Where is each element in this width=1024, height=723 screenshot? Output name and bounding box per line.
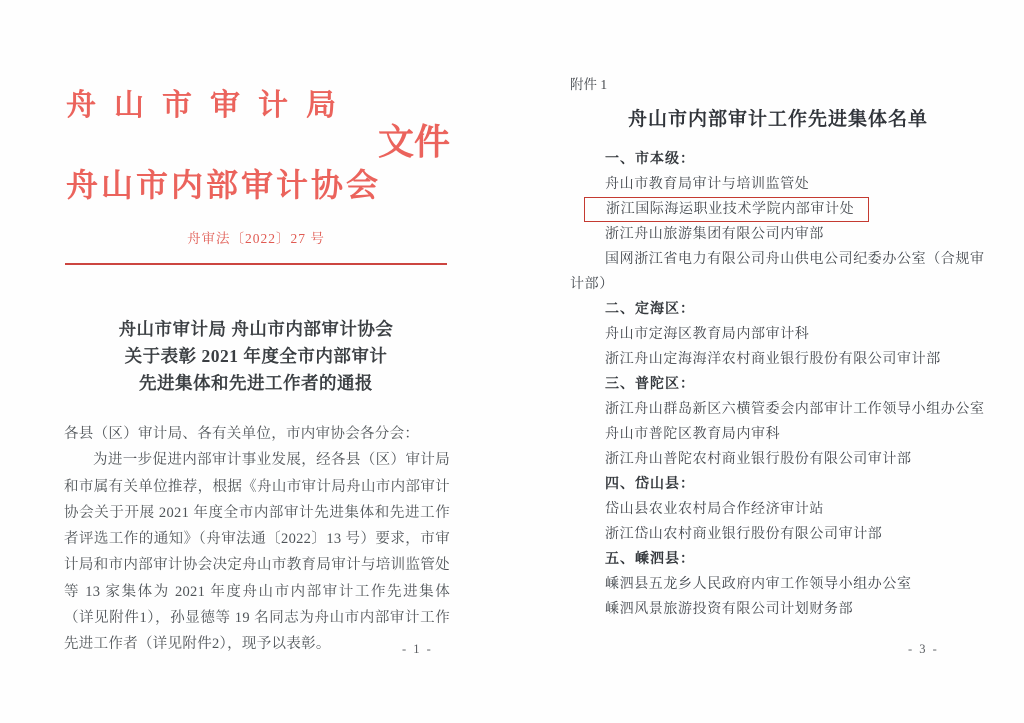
list-item: 浙江舟山群岛新区六横管委会内部审计工作领导小组办公室 xyxy=(605,402,985,417)
list-item: 舟山市定海区教育局内部审计科 xyxy=(605,327,810,342)
list-item: 嵊泗风景旅游投资有限公司计划财务部 xyxy=(605,602,854,617)
list-item: 浙江岱山农村商业银行股份有限公司审计部 xyxy=(605,527,883,542)
attachment-label: 附件 1 xyxy=(570,77,608,92)
agency-name-line2: 舟山市内部审计协会 xyxy=(66,167,382,203)
list-item: 嵊泗县五龙乡人民政府内审工作领导小组办公室 xyxy=(605,577,912,592)
section-heading-putuo: 三、普陀区： xyxy=(605,377,695,392)
document-title-line1: 舟山市审计局 舟山市内部审计协会 xyxy=(118,319,394,339)
document-title-line3: 先进集体和先进工作者的通报 xyxy=(139,373,373,393)
list-item: 舟山市普陀区教育局内审科 xyxy=(605,427,781,442)
page-number-right: - 3 - xyxy=(908,642,939,656)
section-heading-daishan: 四、岱山县： xyxy=(605,477,695,492)
section-heading-city: 一、市本级： xyxy=(605,152,695,167)
document-title-line2: 关于表彰 2021 年度全市内部审计 xyxy=(124,346,388,366)
list-item: 浙江舟山旅游集团有限公司内审部 xyxy=(605,227,824,242)
list-item: 浙江舟山定海海洋农村商业银行股份有限公司审计部 xyxy=(605,352,941,367)
document-title xyxy=(60,316,452,397)
list-item-highlighted xyxy=(570,197,991,222)
list-item: 浙江舟山普陀农村商业银行股份有限公司审计部 xyxy=(605,452,912,467)
list-item: 国网浙江省电力有限公司舟山供电公司纪委办公室（合规审计部） xyxy=(570,252,985,292)
section-heading-shengsi: 五、嵊泗县： xyxy=(605,552,695,567)
attachment-title: 舟山市内部审计工作先进集体名单 xyxy=(627,109,928,130)
awardee-list xyxy=(570,147,991,622)
document-body xyxy=(64,421,450,658)
page-number-left: - 1 - xyxy=(402,642,433,656)
document-type-label: 文件 xyxy=(378,122,451,162)
red-divider-line xyxy=(65,263,447,265)
highlight-box: 浙江国际海运职业技术学院内部审计处 xyxy=(584,197,869,222)
list-item: 岱山县农业农村局合作经济审计站 xyxy=(605,502,824,517)
section-heading-dinghai: 二、定海区： xyxy=(605,302,695,317)
agency-name-line1: 舟山市审计局 xyxy=(66,89,354,122)
salutation: 各县（区）审计局、各有关单位，市内审协会各分会： xyxy=(64,426,420,442)
body-paragraph: 为进一步促进内部审计事业发展，经各县（区）审计局和市属有关单位推荐，根据《舟山市审计局舟山市内部审计协会关于开展 2021 年度全市内部审计先进集体和先进工作者评选工作的通知》（舟审法通〔2022〕13 号）要求，市审计局和市内部审计协会决定舟山市教育局审计与培训监管处等 13 家集体为 2021 年度舟山市内部审计工作先进集体（详见附件1），孙显德等 19 名同志为舟山市内部审计工作先进工作者（详见附件2），现予以表彰。 xyxy=(64,452,450,653)
list-item: 舟山市教育局审计与培训监管处 xyxy=(605,177,810,192)
document-number: 舟审法〔2022〕27 号 xyxy=(187,231,325,246)
